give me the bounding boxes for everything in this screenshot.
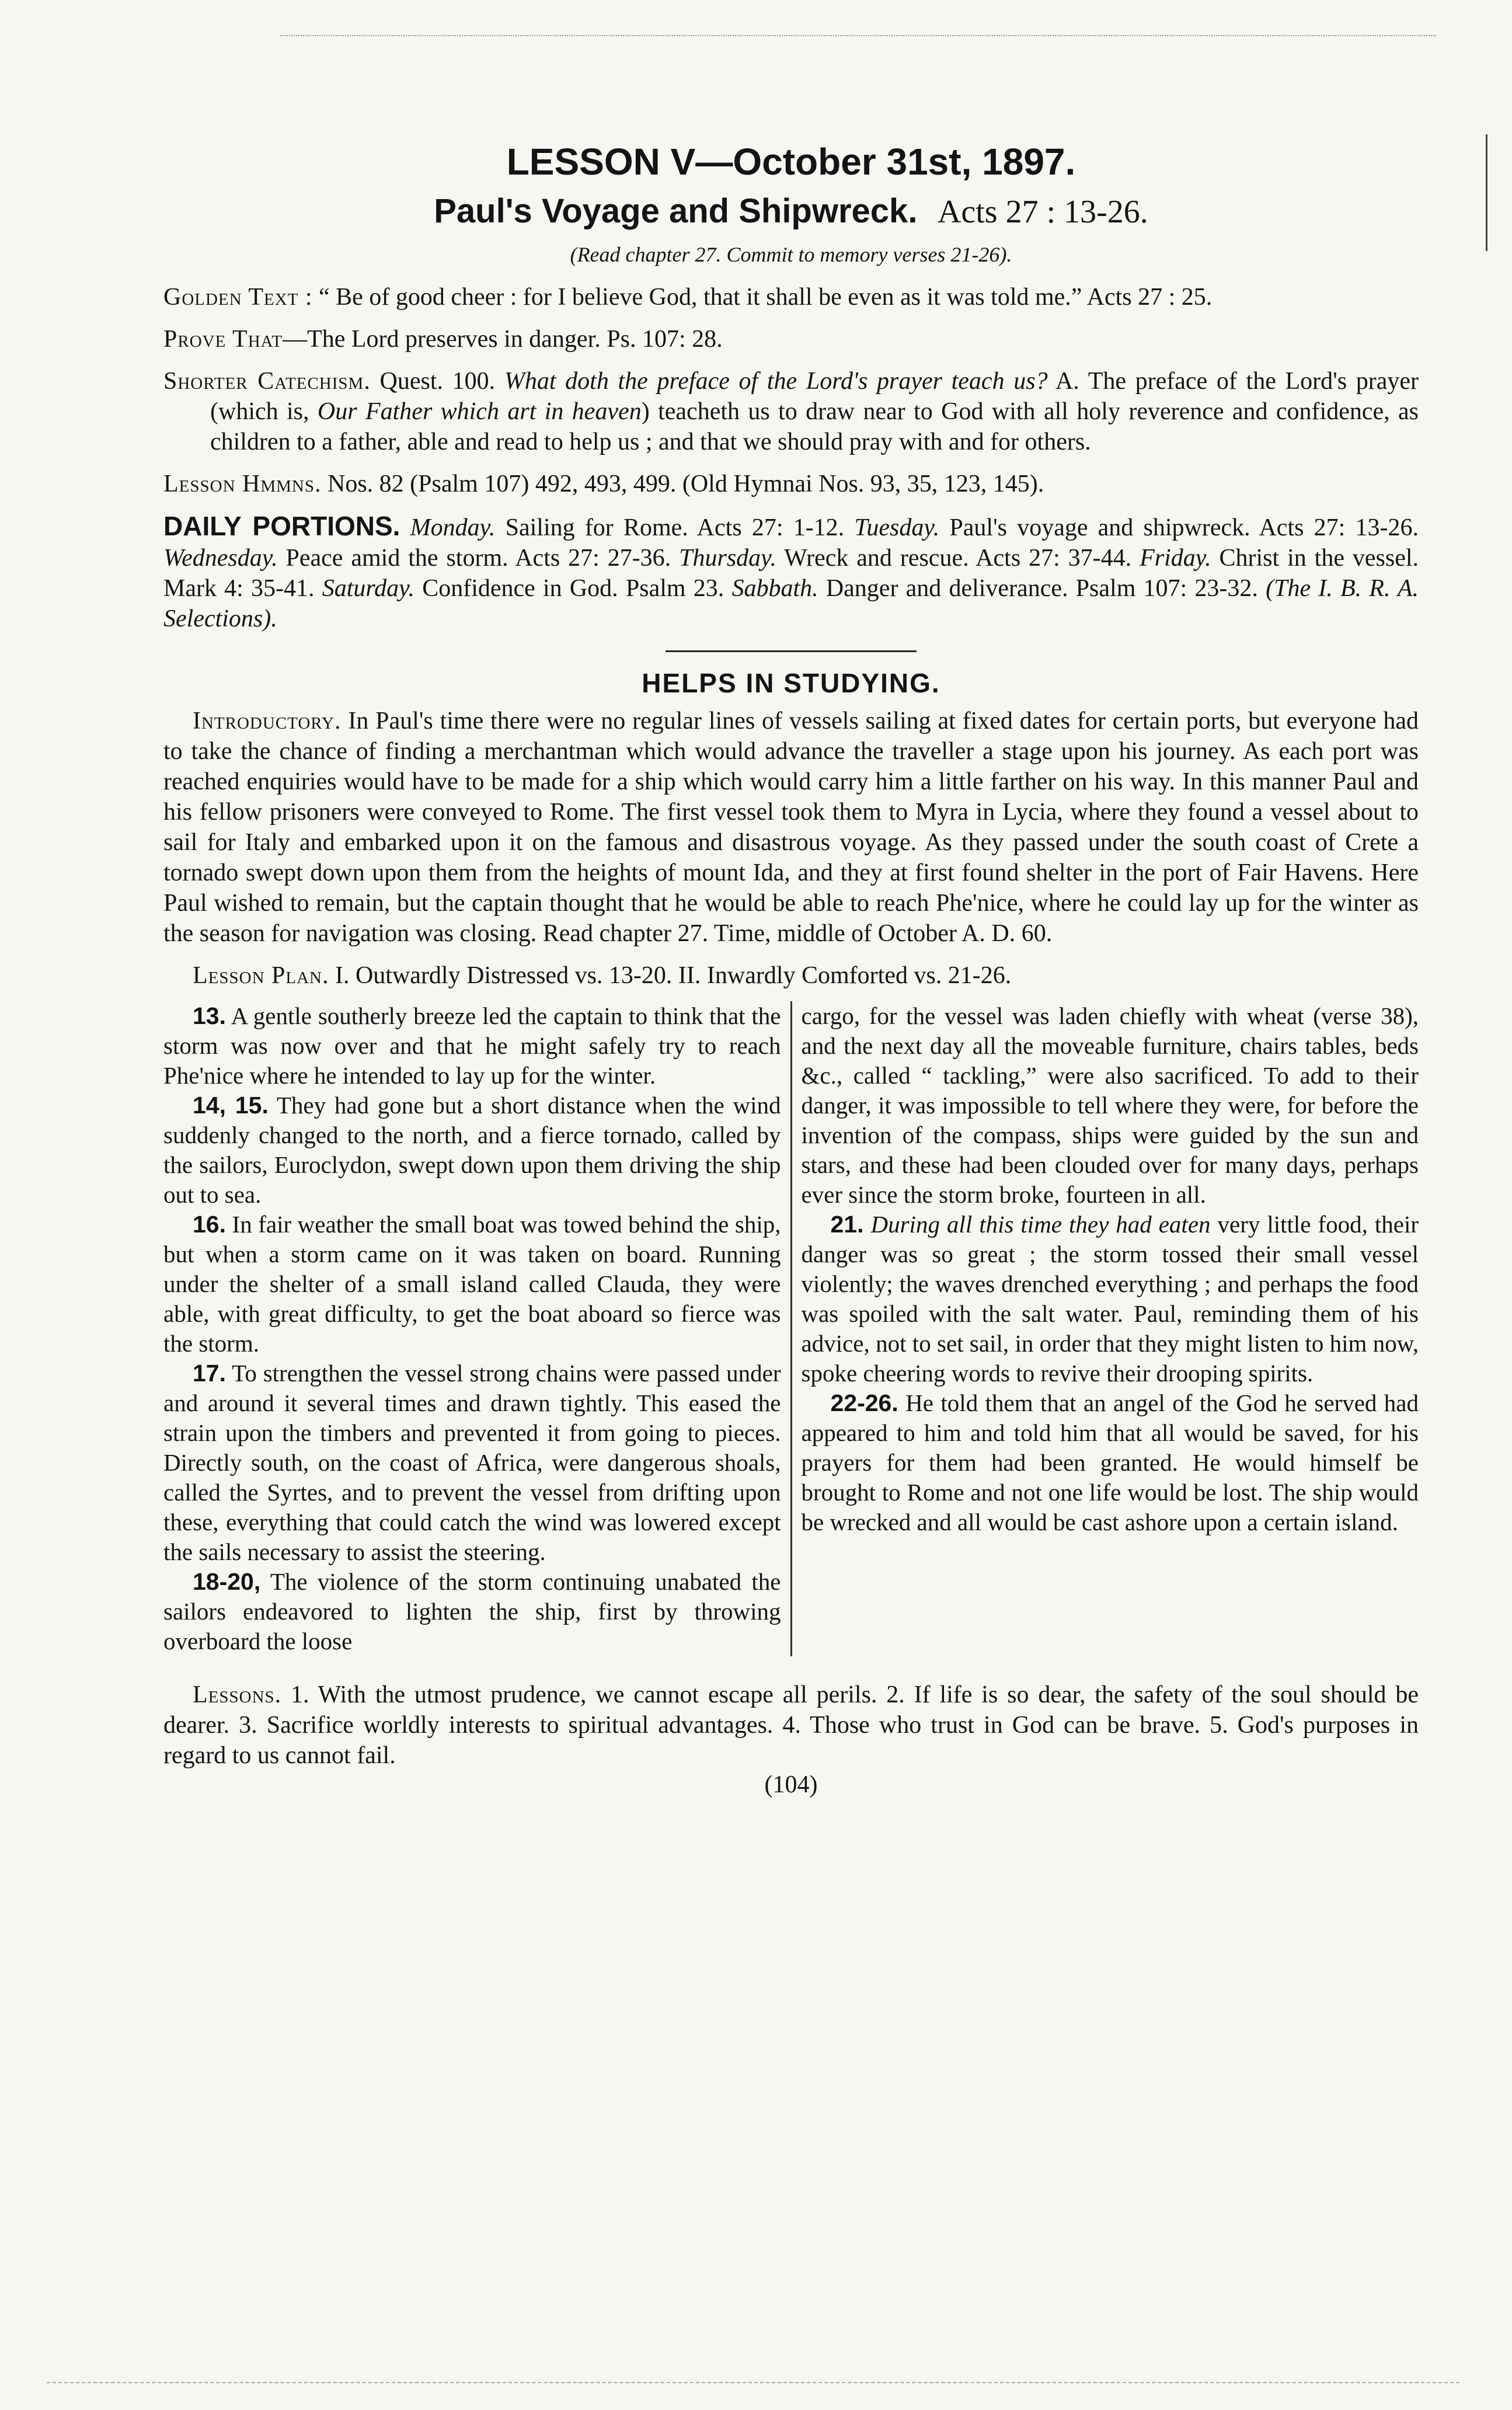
portion-friday: Christ in the vessel. Mark 4: 35-41. xyxy=(163,545,1419,602)
catechism-label: Shorter Catechism. xyxy=(163,368,371,395)
portion-wednesday: Peace amid the storm. Acts 27: 27-36. xyxy=(285,545,671,572)
note-text: In fair weather the small boat was towed behind the ship, but when a storm came on it was taken on board. Running under the shelter of a small island called Clauda, they were able, with great difficulty, to get the boat aboard so fierce was the storm. xyxy=(163,1211,781,1357)
bottom-edge-marks xyxy=(47,2382,1459,2383)
note-text: A gentle southerly breeze led the captain to think that the storm was now over and that he might safely try to reach Phe'nice where he intended to lay up for the winter. xyxy=(163,1002,781,1089)
portion-sabbath: Danger and deliverance. Psalm 107: 23-32. xyxy=(825,575,1258,602)
lesson-plan xyxy=(163,960,1419,991)
note-14-15 xyxy=(163,1091,781,1210)
day-wednesday: Wednesday. xyxy=(163,545,278,572)
introductory-text: In Paul's time there were no regular lines of vessels sailing at fixed dates for certain ports, but everyone had to take the chance of finding a merchantman which would advance the traveller a stage upon his journey. As each port was reached enquiries would have to be made for a ship which would carry him a little farther on his way. In this manner Paul and his fellow prisoners were conveyed to Rome. The first vessel took them to Myra in Lycia, where they found a vessel about to sail for Italy and embarked upon it on the famous and disastrous voyage. As they passed under the south coast of Crete a tornado swept down upon them from the heights of mount Ida, and they at first found shelter in the port of Fair Havens. Here Paul wished to remain, but the captain thought that he would be able to reach Phe'nice, where he could lay up for the winter as the season for navigation was closing. Read chapter 27. Time, middle of October A. D. 60. xyxy=(163,708,1419,947)
portion-monday: Sailing for Rome. Acts 27: 1-12. xyxy=(505,514,845,541)
notes-left-column xyxy=(163,1001,792,1656)
daily-portions xyxy=(163,511,1419,634)
subtitle-text: Paul's Voyage and Shipwreck. xyxy=(434,192,918,230)
note-13 xyxy=(163,1001,781,1091)
golden-text xyxy=(163,282,1419,312)
day-tuesday: Tuesday. xyxy=(854,514,940,541)
daily-portions-label: DAILY PORTIONS. xyxy=(163,511,400,541)
helps-heading: HELPS IN STUDYING. xyxy=(642,668,940,698)
scripture-reference: Acts 27 : 13-26. xyxy=(937,194,1148,230)
catechism-answer-rest: ) teacheth us to draw near to God with all holy reverence and confidence, as children to a father, able and read to help us ; and that we should pray with and for others. xyxy=(210,398,1419,455)
section-divider xyxy=(666,650,917,652)
lesson-subtitle xyxy=(163,191,1419,231)
note-italic-lead: During all this time they had eaten xyxy=(870,1211,1211,1238)
note-text: He told them that an angel of the God he served had appeared to him and told him that all would be saved, for his prayers for them had been granted. He would himself be brought to Rome and not one life would be lost. The ship would be wrecked and all would be cast ashore upon a certain island. xyxy=(801,1389,1419,1535)
read-note: (Read chapter 27. Commit to memory verses 21-26). xyxy=(570,243,1012,266)
day-thursday: Thursday. xyxy=(679,545,776,572)
day-saturday: Saturday. xyxy=(322,575,414,602)
portion-saturday: Confidence in God. Psalm 23. xyxy=(422,575,724,602)
golden-text-body: “ Be of good cheer : for I believe God, that it shall be even as it was told me.” Acts 27 : 25. xyxy=(319,284,1213,311)
note-number: 18-20, xyxy=(193,1568,261,1595)
catechism-question: What doth the preface of the Lord's prayer teach us? xyxy=(504,368,1048,395)
lesson-hymns xyxy=(163,469,1419,499)
shorter-catechism xyxy=(163,366,1419,457)
lesson-plan-text: I. Outwardly Distressed vs. 13-20. II. Inwardly Comforted vs. 21-26. xyxy=(335,962,1012,989)
page-number: (104) xyxy=(764,1771,818,1798)
prove-that-label: Prove That xyxy=(163,326,283,353)
note-18-20-continued: cargo, for the vessel was laden chiefly with wheat (verse 38), and the next day all the moveable furniture, chairs tables, beds &c., called “ tackling,” were also sacrificed. To add to their danger, it was impossible to tell where they were, for before the invention of the compass, ships were guided by the sun and stars, and these had been clouded over for many days, perhaps ever since the storm broke, fourteen in all. xyxy=(801,1002,1419,1208)
lesson-title: LESSON V—October 31st, 1897. xyxy=(506,141,1076,183)
hymns-text: Nos. 82 (Psalm 107) 492, 493, 499. (Old Hymnai Nos. 93, 35, 123, 145). xyxy=(328,471,1044,497)
lessons-label: Lessons. xyxy=(193,1681,282,1708)
portion-thursday: Wreck and rescue. Acts 27: 37-44. xyxy=(784,545,1132,572)
note-text: To strengthen the vessel strong chains were passed under and around it several times and drawn tightly. This eased the strain upon the timbers and prevented it from going to pieces. Directly south, on the coast of Africa, were dangerous shoals, called the Syrtes, and to prevent the vessel from drifting upon these, everything that could catch the wind was lowered except the sails necessary to assist the steering. xyxy=(163,1360,781,1565)
prove-that-body: —The Lord preserves in danger. Ps. 107: 28. xyxy=(283,326,723,353)
introductory xyxy=(163,706,1419,949)
note-16 xyxy=(163,1210,781,1359)
page-edge-line xyxy=(1486,134,1487,251)
prove-that xyxy=(163,324,1419,354)
catechism-answer-intro: A. The preface of the Lord's prayer (which is, xyxy=(210,368,1419,425)
note-number: 13. xyxy=(193,1002,226,1029)
catechism-answer-quote: Our Father which art in heaven xyxy=(317,398,642,425)
lesson-plan-label: Lesson Plan. xyxy=(193,962,329,989)
lesson-page xyxy=(163,140,1419,1799)
note-number: 14, 15. xyxy=(193,1092,269,1119)
note-22-26 xyxy=(802,1388,1419,1537)
note-18-20 xyxy=(163,1567,781,1656)
notes-right-column xyxy=(792,1001,1419,1656)
introductory-label: Introductory. xyxy=(193,708,342,734)
note-text: very little food, their danger was so great ; the storm tossed their small vessel violently; the waves drenched everything ; and perhaps the food was spoiled with the salt water. Paul, reminding them of his advice, not to set sail, in order that they might listen to him now, spoke cheering words to revive their drooping spirits. xyxy=(801,1211,1419,1387)
note-number: 16. xyxy=(193,1211,226,1238)
day-monday: Monday. xyxy=(410,514,496,541)
catechism-quest: Quest. 100. xyxy=(379,368,496,395)
top-edge-marks xyxy=(280,18,1436,36)
verse-notes xyxy=(163,1001,1419,1656)
day-sabbath: Sabbath. xyxy=(731,575,818,602)
note-21 xyxy=(802,1210,1419,1388)
golden-text-label: Golden Text : xyxy=(163,284,313,311)
selections-note: (The I. B. R. A. Selections). xyxy=(163,575,1419,632)
note-number: 17. xyxy=(193,1360,226,1387)
lessons-text: 1. With the utmost prudence, we cannot escape all perils. 2. If life is so dear, the safety of the soul should be dearer. 3. Sacrifice worldly interests to spiritual advantages. 4. Those who trust in God can be brave. 5. God's purposes in regard to us cannot fail. xyxy=(163,1681,1419,1769)
note-text: The violence of the storm continuing unabated the sailors endeavored to lighten the ship, first by throwing overboard the loose xyxy=(163,1568,781,1655)
hymns-label: Lesson Hmmns. xyxy=(163,471,322,497)
note-number: 21. xyxy=(830,1211,864,1238)
portion-tuesday: Paul's voyage and shipwreck. Acts 27: 13-26. xyxy=(949,514,1419,541)
lessons xyxy=(163,1680,1419,1771)
day-friday: Friday. xyxy=(1140,545,1211,572)
note-17 xyxy=(163,1359,781,1567)
note-number: 22-26. xyxy=(830,1389,898,1416)
note-text: They had gone but a short distance when the wind suddenly changed to the north, and a fierce tornado, called by the sailors, Euroclydon, swept down upon them driving the ship out to sea. xyxy=(163,1092,781,1208)
